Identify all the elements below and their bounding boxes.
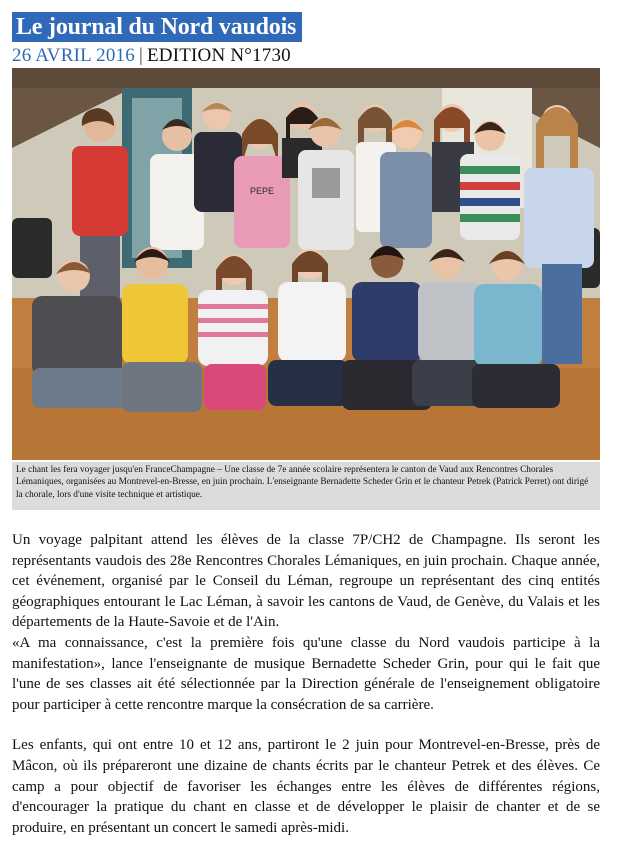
newspaper-title: Le journal du Nord vaudois	[12, 12, 302, 42]
article-paragraph-2: «A ma connaissance, c'est la première fois qu'une classe du Nord vaudois participe à la manifestation», lance l'enseignante de musique Bernadette Scheder Grin, pour qui le fait que l'une de ses classes ait été sélectionnée par la Direction générale de l'enseignement obligatoire pour participer à cette rencontre marque la consécration de sa carrière.	[12, 634, 600, 713]
shirt-print: PEPE	[250, 186, 275, 196]
article-body	[12, 530, 600, 838]
issue-date: 26 AVRIL 2016	[12, 45, 135, 66]
edition-number: EDITION N°1730	[146, 45, 291, 66]
class-photo	[12, 68, 600, 460]
class-photo-illustration	[12, 68, 600, 460]
dateline-separator: |	[138, 45, 143, 66]
article-paragraph-3: Les enfants, qui ont entre 10 et 12 ans, partiront le 2 juin pour Montrevel-en-Bresse, près de Mâcon, où ils prépareront une dizaine de chants écrits par le chanteur Petrek et des élèves. Ce camp a pour objectif de favoriser les échanges entre les élèves de différentes régions, d'encourager la pratique du chant en classe et de développer le plaisir de chanter et de se produire, en présentant un concert le samedi après-midi.	[12, 737, 600, 836]
photo-caption: Le chant les fera voyager jusqu'en FranceChampagne – Une classe de 7e année scolaire représentera le canton de Vaud aux Rencontres Chorales Lémaniques, organisées au Montrevel-en-Bresse, en juin prochain. L'enseignante Bernadette Scheder Grin et le chanteur Petrek (Patrick Perret) ont dirigé la chorale, lors d'une visite technique et artistique.	[12, 462, 600, 510]
dateline	[12, 44, 291, 68]
article-paragraph-1: Un voyage palpitant attend les élèves de la classe 7P/CH2 de Champagne. Ils seront les représentants vaudois des 28e Rencontres Chorales Lémaniques, en juin prochain. Chaque année, cet événement, organisé par le Conseil du Léman, regroupe un représentant des cinq entités géographiques entourant le Lac Léman, à savoir les cantons de Vaud, de Genève, du Valais et les départements de la Haute-Savoie et de l'Ain.	[12, 532, 600, 631]
